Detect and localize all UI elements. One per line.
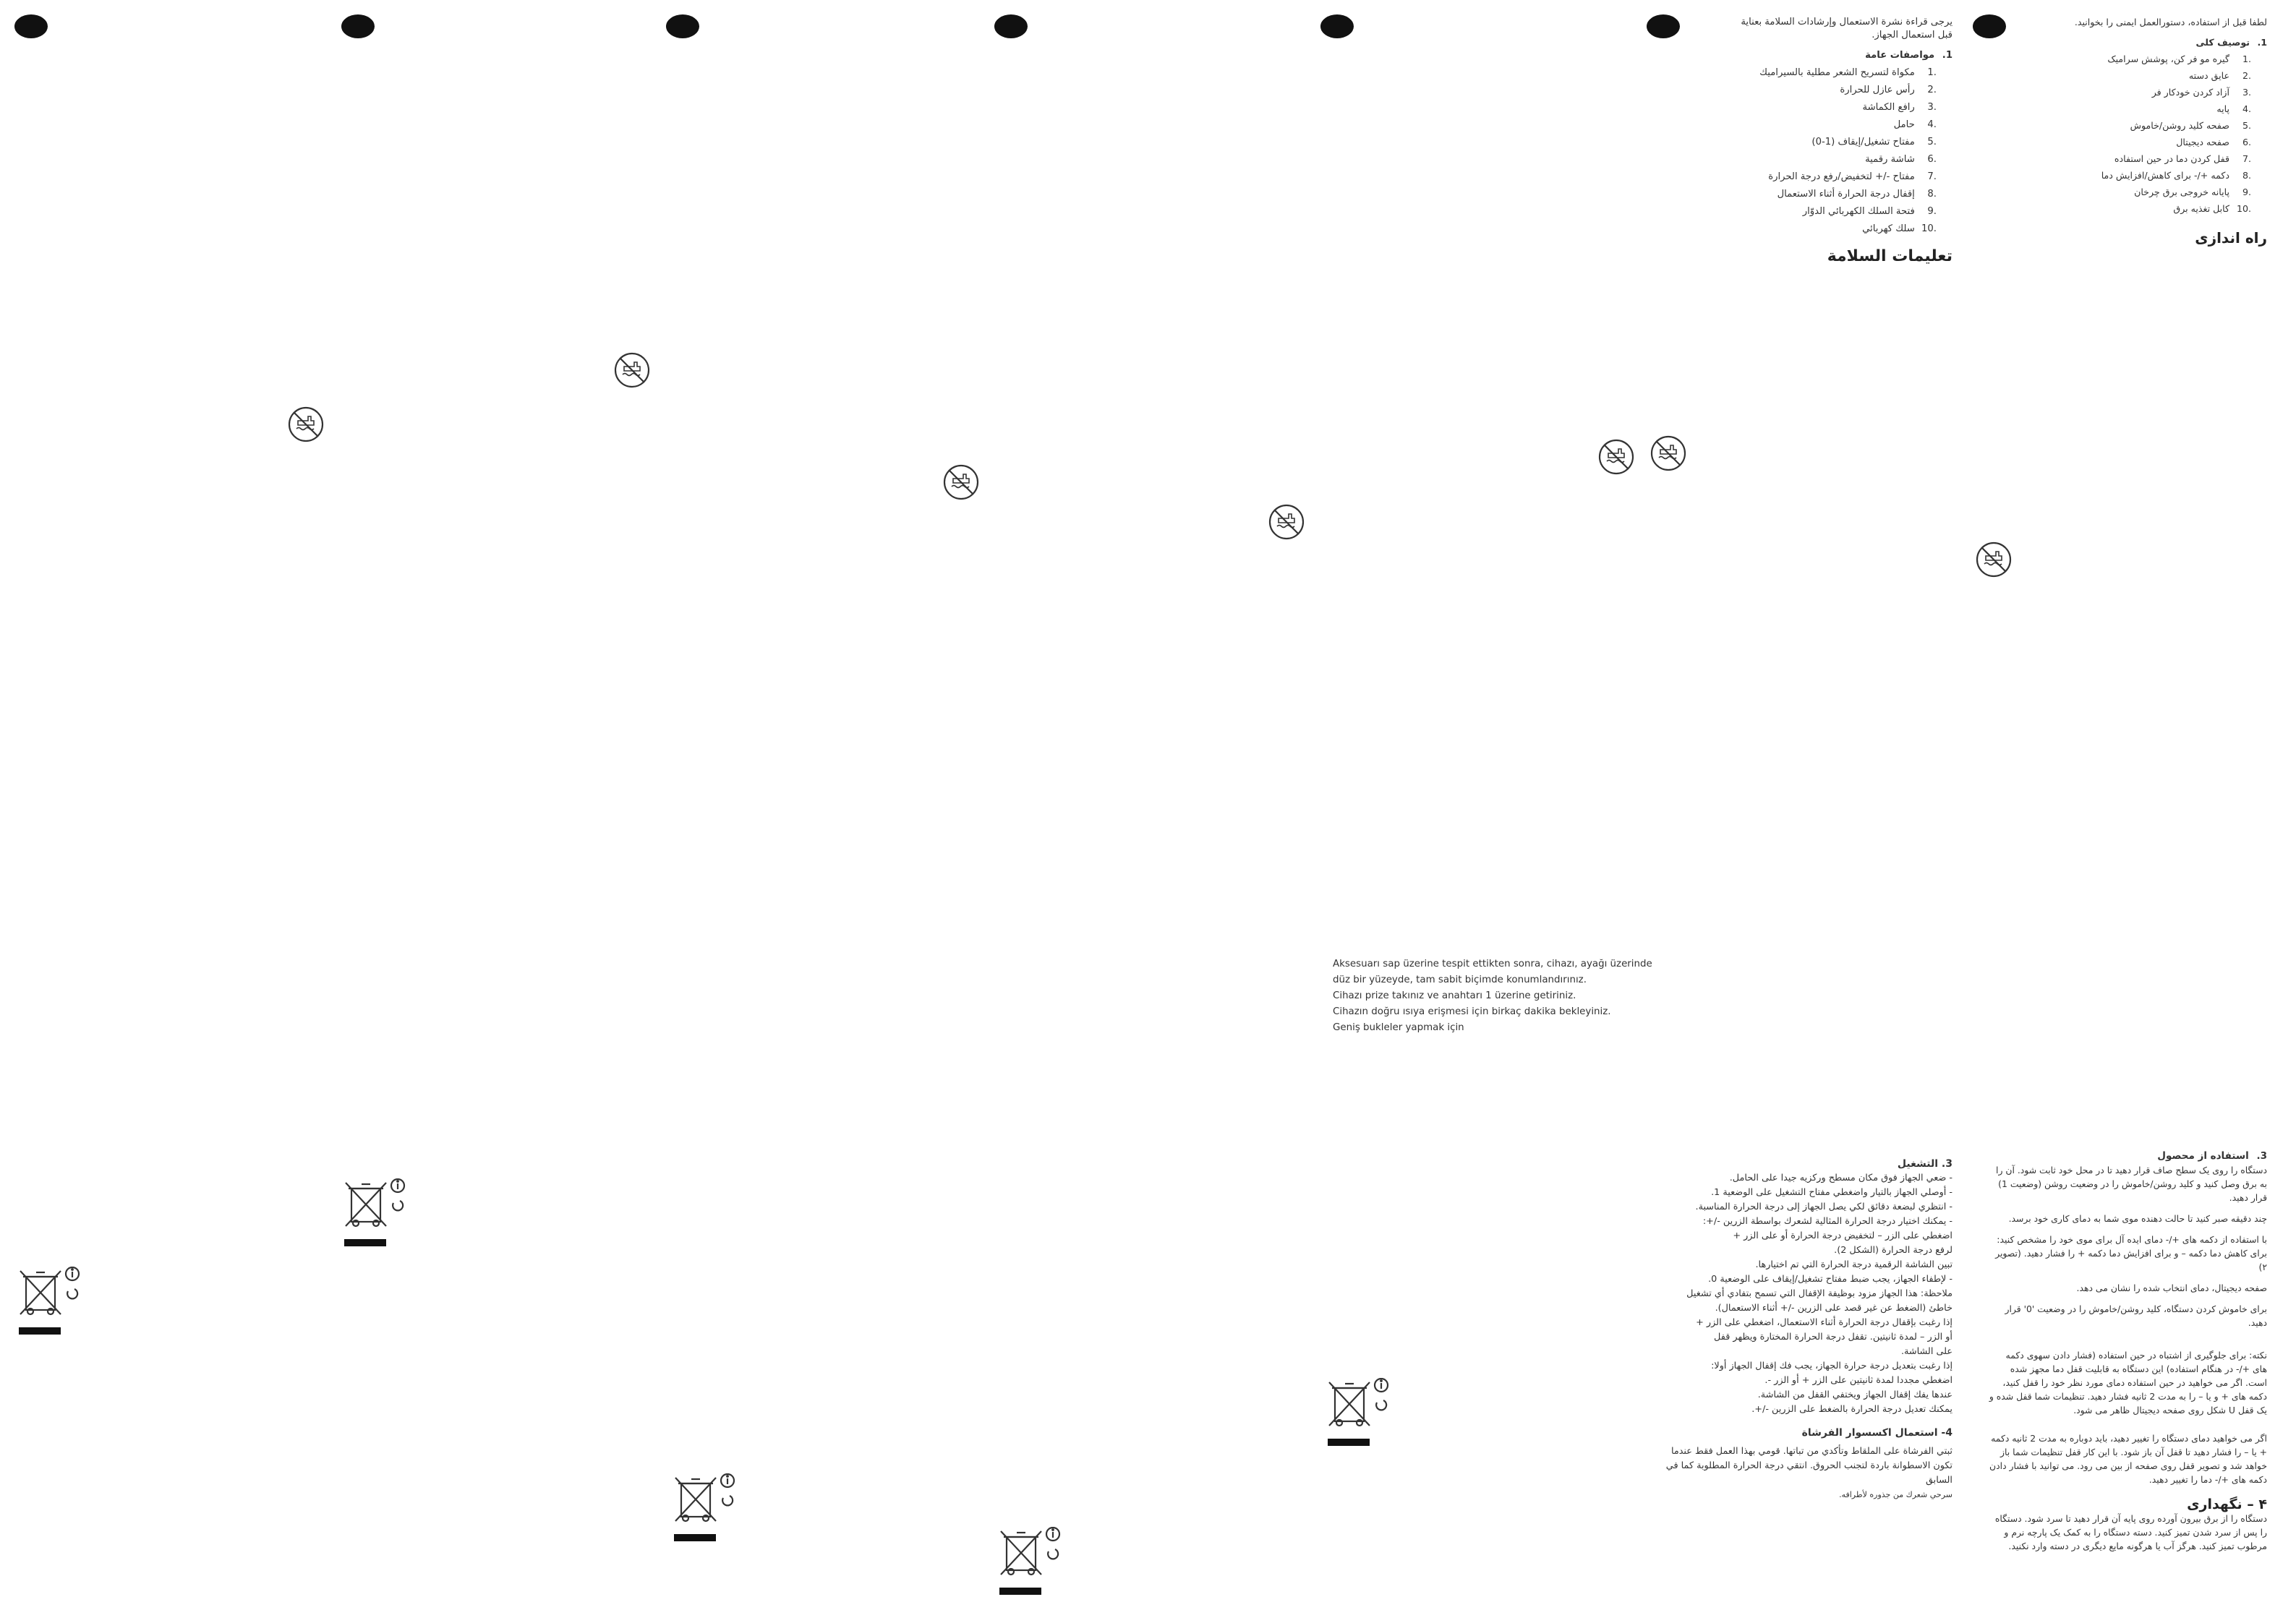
persian-usage-paragraph: اگر می خواهید دمای دستگاه را تغییر دهید، باید دوباره به مدت 2 ثانیه دکمه + یا – را فشار دهید تا قفل آن باز شود. با این کار قفل تنظیمات شما باز خواهد شد و تصویر قفل روی صفحه از بین می رود. می توانید با فشار دادن دکمه های +/- دما را تغییر دهید.: [1989, 1433, 2267, 1485]
crossed-out-wheelie-bin-icon: [341, 1178, 411, 1251]
arabic-accessory-line: ثبتي الفرشاة على الملقاط وتأكدي من تباتها. قومي بهذا العمل فقط عندما: [1670, 1446, 1953, 1457]
persian-usage-paragraph: نکته: برای جلوگیری از اشتباه در حین استفاده (فشار دادن سهوی دکمه های +/- در هنگام استفاده) این دستگاه به قابلیت قفل دما مجهز شده است. اگر می خواهید در حین استفاده دمای مورد نظر خود را قفل کنید، دکمه های + و یا – را به مدت 2 ثانیه فشار دهید. تنظیمات شما قفل شده و یک قفل U شکل روی صفحه دیجیتال ظاهر می شود.: [1989, 1350, 2267, 1416]
arabic-accessory-line: السابق: [1925, 1475, 1953, 1486]
list-item: .1 گیره مو فر کن، پوشش سرامیک: [2107, 53, 2251, 64]
no-water-bath-icon: [1597, 437, 1636, 476]
arabic-operation-line: يمكنك تعديل درجة الحرارة بالضغط على الزرين -/+.: [1751, 1404, 1953, 1415]
arabic-operation-line: على الشاشة.: [1900, 1346, 1953, 1357]
arabic-operation-line: - ضعي الجهاز فوق مكان مسطح وركزيه جيدا على الحامل.: [1729, 1173, 1953, 1183]
persian-parts-list: [1996, 51, 2267, 217]
turkish-line: Cihazı prize takınız ve anahtarı 1 üzerine getiriniz.: [1333, 990, 1576, 1001]
crossed-out-wheelie-bin-icon: [671, 1473, 741, 1546]
list-item: .7 قفل کردن دما در حین استفاده: [2114, 153, 2251, 164]
list-item: .8 إقفال درجة الحرارة أثناء الاستعمال: [1777, 189, 1937, 200]
persian-usage-paragraph: چند دقیقه صبر کنید تا حالت دهنده موی شما به دمای کاری خود برسد.: [2008, 1213, 2267, 1224]
crossed-out-wheelie-bin-icon: [997, 1527, 1066, 1599]
list-item: .9 فتحة السلك الكهربائي الدوّار: [1802, 206, 1937, 217]
no-water-bath-icon: [613, 351, 652, 390]
arabic-accessory-line: سرحي شعرك من جذوره لأطرافه.: [1839, 1490, 1953, 1499]
list-item: .5 مفتاح تشغيل/إيقاف (1-0): [1811, 137, 1937, 147]
turkish-line: düz bir yüzeyde, tam sabit biçimde konumlandırınız.: [1333, 975, 1587, 985]
arabic-section1-title: مواصفات عامة: [1865, 50, 1935, 61]
arabic-section: [1663, 16, 1953, 265]
arabic-operation-line: أو الزر – لمدة ثانيتين. تقفل درجة الحرارة المختارة ويظهر قفل: [1714, 1332, 1953, 1342]
persian-usage-paragraph: با استفاده از دکمه های +/- دمای ایده آل برای موی خود را مشخص کنید: برای کاهش دما دکمه – و برای افزایش دما دکمه + را فشار دهید. (تصویر ۲): [1995, 1234, 2267, 1272]
arabic-operation-line: عندها يفك إقفال الجهاز ويختفي القفل من الشاشة.: [1757, 1389, 1953, 1400]
arabic-operation-title: 3. التشغيل: [1897, 1158, 1953, 1170]
no-water-bath-icon: [286, 405, 325, 444]
list-item: .6 شاشة رقمية: [1865, 154, 1937, 165]
persian-section1-number: 1.: [2257, 37, 2267, 48]
list-item: .6 صفحه دیجیتال: [2176, 137, 2251, 147]
column-marker-4: [994, 14, 1028, 38]
arabic-operation-line: خاطئ (الضغط عن غير قصد على الزرين -/+ أثناء الاستعمال).: [1715, 1303, 1953, 1314]
turkish-section: [1333, 956, 1665, 1036]
list-item: .4 حامل: [1893, 119, 1937, 130]
no-water-bath-icon: [1649, 434, 1688, 473]
persian-usage-heading: [1989, 1149, 2267, 1163]
list-item: .8 دکمه +/- برای کاهش/افزایش دما: [2101, 170, 2251, 181]
list-item: .7 مفتاح -/+ لتخفيض/رفع درجة الحرارة: [1768, 171, 1937, 182]
list-item: .10 سلك كهربائي: [1862, 223, 1937, 234]
arabic-accessory-line: تكون الاسطوانة باردة لتجنب الحروق. انتقي درجة الحرارة المطلوبة كما في: [1665, 1460, 1953, 1471]
column-marker-5: [1320, 14, 1354, 38]
arabic-operation-section: [1656, 1157, 1953, 1502]
arabic-accessory-title: 4- استعمال اكسسوار الفرشاة: [1801, 1427, 1953, 1439]
arabic-operation-line: - أوصلي الجهاز بالتيار واضغطي مفتاح التشغيل على الوضعية 1.: [1711, 1187, 1953, 1198]
list-item: .9 پایانه خروجی برق چرخان: [2134, 187, 2251, 197]
arabic-operation-line: - يمكنك اختيار درجة الحرارة المثالية لشعرك بواسطة الزرين -/+:: [1702, 1216, 1953, 1227]
arabic-section1-heading: [1663, 47, 1953, 64]
arabic-safety-title: تعليمات السلامة: [1827, 247, 1953, 265]
list-item: .2 عایق دسته: [2188, 70, 2251, 81]
arabic-operation-line: اضغطي مجددا لمدة ثانيتين على الزر + أو الزر -.: [1764, 1375, 1953, 1386]
arabic-operation-line: إذا رغبت بإقفال درجة الحرارة أثناء الاستعمال، اضغطي على الزر +: [1696, 1317, 1953, 1328]
turkish-line: Geniş bukleler yapmak için: [1333, 1022, 1464, 1033]
no-water-bath-icon: [1267, 502, 1306, 541]
crossed-out-wheelie-bin-icon: [16, 1267, 85, 1339]
column-marker-1: [14, 14, 48, 38]
arabic-operation-line: ملاحظة: هذا الجهاز مزود بوظيفة الإقفال التي تسمح بتفادي أي تشغيل: [1686, 1288, 1953, 1299]
turkish-line: Cihazın doğru ısıya erişmesi için birkaç dakika bekleyiniz.: [1333, 1006, 1611, 1017]
list-item: .3 آزاد کردن خودکار فر: [2151, 87, 2251, 98]
list-item: .4 پایه: [2216, 103, 2251, 114]
persian-setup-title: راه اندازی: [2195, 229, 2267, 247]
arabic-operation-line: تبين الشاشة الرقمية درجة الحرارة التي تم اختيارها.: [1755, 1259, 1953, 1270]
turkish-line: Aksesuarı sap üzerine tespit ettikten sonra, cihazı, ayağı üzerinde: [1333, 959, 1652, 969]
list-item: .2 رأس عازل للحرارة: [1840, 85, 1937, 95]
arabic-operation-line: إذا رغبت بتعديل درجة حرارة الجهاز، يجب فك إقفال الجهاز أولا:: [1711, 1361, 1953, 1371]
persian-usage-title: استفاده از محصول: [2157, 1150, 2249, 1162]
persian-maintenance-text: دستگاه را از برق بیرون آورده روی پایه آن قرار دهید تا سرد شود. دستگاه را پس از سرد شدن تمیز کنید. دسته دستگاه را به کمک یک پارچه نرم و مرطوب تمیز کنید. هرگز آب یا هرگونه مایع دیگری در دسته وارد نکنید.: [1994, 1513, 2267, 1551]
column-marker-3: [666, 14, 699, 38]
list-item: .3 رافع الكماشة: [1862, 102, 1937, 113]
crossed-out-wheelie-bin-icon: [1325, 1378, 1394, 1450]
arabic-intro: يرجى قراءة نشرة الاستعمال وإرشادات السلامة بعناية قبل استعمال الجهاز.: [1741, 17, 1953, 40]
list-item: .10 کابل تغذیه برق: [2173, 203, 2251, 214]
persian-section1-title: توصیف کلی: [2195, 37, 2250, 48]
persian-maintenance-title: ۴ – نگهداری: [2187, 1496, 2267, 1512]
persian-intro: لطفا قبل از استفاده، دستورالعمل ایمنی را بخوانید.: [2074, 17, 2267, 27]
persian-usage-section: [1989, 1149, 2267, 1558]
no-water-bath-icon: [1974, 540, 2013, 579]
persian-usage-paragraph: صفحه دیجیتال، دمای انتخاب شده را نشان می دهد.: [2076, 1282, 2267, 1293]
persian-usage-number: 3.: [2256, 1150, 2267, 1162]
persian-section: [1996, 16, 2267, 247]
arabic-operation-line: لرفع درجة الحرارة (الشكل 2).: [1834, 1245, 1953, 1256]
persian-section1-heading: [1996, 34, 2267, 51]
list-item: .5 صفحه کلید روشن/خاموش: [2130, 120, 2251, 131]
no-water-bath-icon: [942, 463, 981, 502]
arabic-operation-line: اضغطي على الزر – لتخفيض درجة الحرارة أو على الزر +: [1733, 1230, 1953, 1241]
arabic-operation-line: - لإطفاء الجهاز، يجب ضبط مفتاح تشغيل/إيقاف على الوضعية 0.: [1708, 1274, 1953, 1285]
list-item: .1 مكواة لتسريح الشعر مطلية بالسيراميك: [1759, 67, 1937, 78]
arabic-section1-number: 1.: [1942, 50, 1953, 61]
persian-usage-paragraph: برای خاموش کردن دستگاه، کلید روشن/خاموش را در وضعیت '0' قرار دهید.: [2005, 1303, 2267, 1328]
persian-usage-paragraph: دستگاه را روی یک سطح صاف قرار دهید تا در محل خود ثابت شود. آن را به برق وصل کنید و کلید روشن/خاموش را در وضعیت روشن (وضعیت 1) قرار دهید.: [1996, 1165, 2267, 1203]
arabic-parts-list: [1663, 64, 1953, 238]
column-marker-2: [341, 14, 375, 38]
arabic-operation-line: - انتظري لبضعة دقائق لكي يصل الجهاز إلى درجة الحرارة المناسبة.: [1695, 1202, 1953, 1212]
